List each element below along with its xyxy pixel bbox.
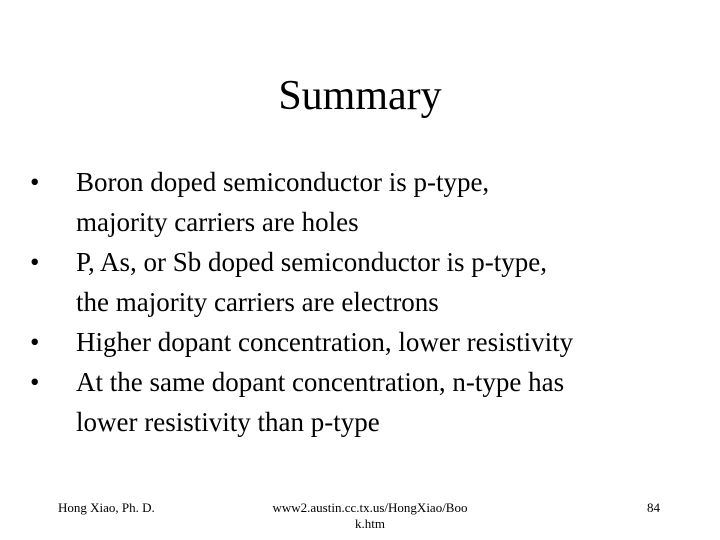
- footer-author: Hong Xiao, Ph. D.: [58, 500, 155, 515]
- bullet-line: At the same dopant concentration, n-type has: [76, 367, 565, 397]
- bullet-line: the majority carriers are electrons: [76, 287, 439, 317]
- bullet-line: lower resistivity than p-type: [76, 407, 380, 437]
- bullet-item: [30, 362, 710, 442]
- bullet-item: [30, 162, 710, 242]
- page-number: 84: [647, 500, 660, 515]
- bullet-list: [30, 162, 710, 442]
- slide-title: Summary: [278, 73, 442, 119]
- bullet-line: P, As, or Sb doped semiconductor is p-type,: [76, 247, 547, 277]
- bullet-dot-icon: •: [30, 247, 40, 277]
- bullet-dot-icon: •: [30, 367, 40, 397]
- bullet-dot-icon: •: [30, 167, 40, 197]
- bullet-dot-icon: •: [30, 327, 40, 357]
- footer-url-line: www2.austin.cc.tx.us/HongXiao/Boo: [272, 500, 468, 515]
- bullet-line: Higher dopant concentration, lower resistivity: [76, 327, 574, 357]
- bullet-line: majority carriers are holes: [76, 207, 359, 237]
- footer-url: [250, 500, 490, 532]
- bullet-line: Boron doped semiconductor is p-type,: [76, 167, 490, 197]
- bullet-item: [30, 322, 710, 362]
- footer-url-line: k.htm: [355, 516, 385, 531]
- bullet-item: [30, 242, 710, 322]
